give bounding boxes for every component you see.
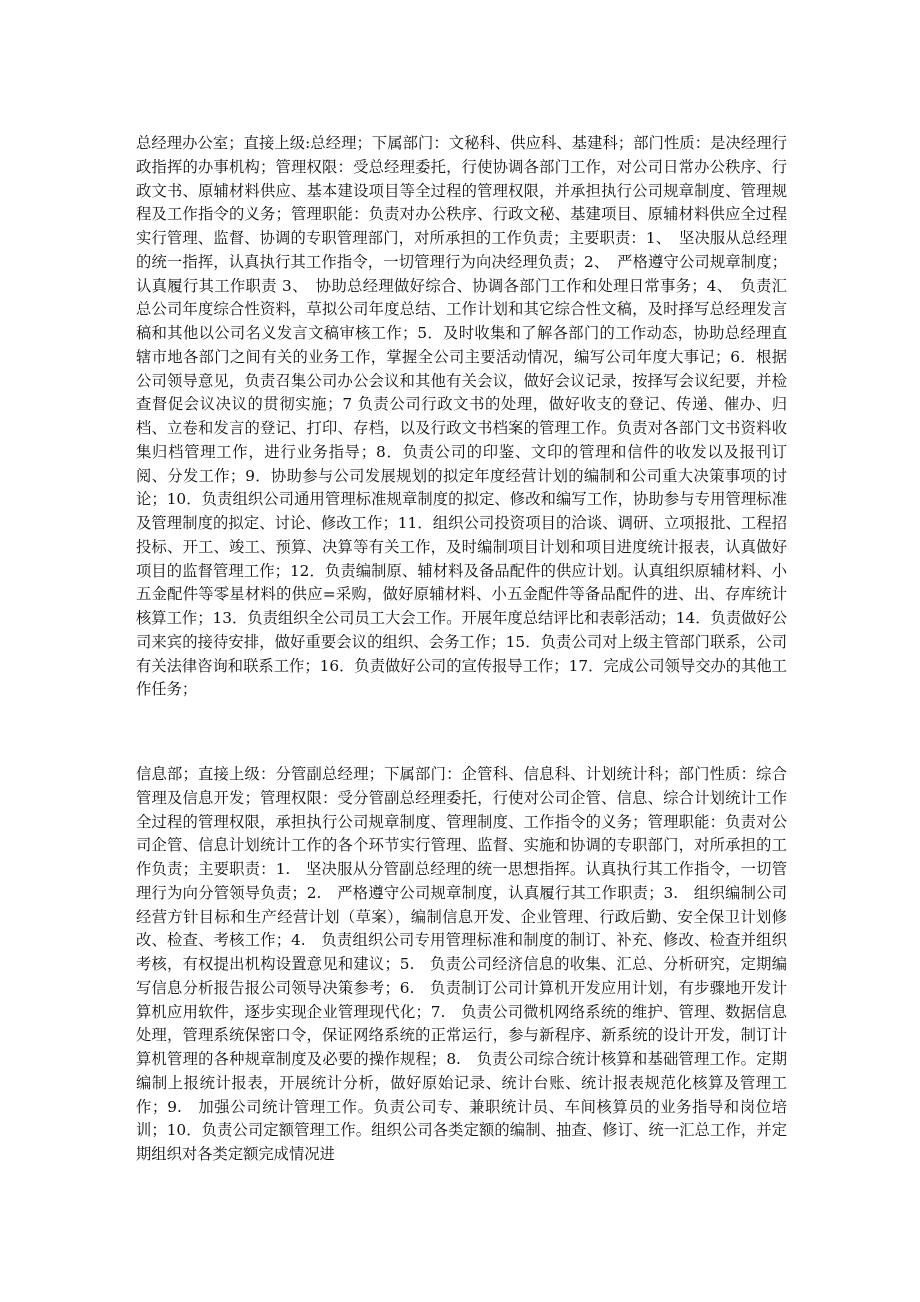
section-general-manager-office: 总经理办公室；直接上级:总经理；下属部门：文秘科、供应科、基建科；部门性质：是决经理行政指挥的办事机构；管理权限：受总经理委托，行使协调各部门工作，对公司日常办公秩序、行政文书、原辅材料供应、基本建设项目等全过程的管理权限，并承担执行公司规章制度、管理规程及工作指令的义务；管理职能：负责对办公秩序、行政文秘、基建项目、原辅材料供应全过程实行管理、监督、协调的专职管理部门，对所承担的工作负责；主要职责：1、 坚决服从总经理的统一指挥，认真执行其工作指令，一切管理行为向决经理负责；2、 严格遵守公司规章制度；认真履行其工作职责 3、 协助总经理做好综合、协调各部门工作和处理日常事务；4、 负责汇总公司年度综合性资料，草拟公司年度总结、工作计划和其它综合性文稿，及时择写总经理发言稿和其他以公司名义发言文稿审核工作；5．及时收集和了解各部门的工作动态，协助总经理直辖市地各部门之间有关的业务工作，掌握全公司主要活动情况，编写公司年度大事记；6．根据公司领导意见，负责召集公司办公会议和其他有关会议，做好会议记录，按择写会议纪要，并检查督促会议决议的贯彻实施；7 负责公司行政文书的处理，做好收支的登记、传递、催办、归档、立卷和发言的登记、打印、存档，以及行政文书档案的管理工作。负责对各部门文书资料收集归档管理工作，进行业务指导；8．负责公司的印鉴、文印的管理和信件的收发以及报刊订阅、分发工作；9．协助参与公司发展规划的拟定年度经营计划的编制和公司重大决策事项的讨论；10．负责组织公司通用管理标准规章制度的拟定、修改和编写工作，协助参与专用管理标准及管理制度的拟定、讨论、修改工作；11．组织公司投资项目的洽谈、调研、立项报批、工程招投标、开工、竣工、预算、决算等有关工作，及时编制项目计划和项目进度统计报表，认真做好项目的监督管理工作；12．负责编制原、辅材料及备品配件的供应计划。认真组织原辅材料、小五金配件等零星材料的供应=采购，做好原辅材料、小五金配件等备品配件的进、出、存库统计核算工作；13．负责组织全公司员工大会工作。开展年度总结评比和表彰活动；14．负责做好公司来宾的接待安排，做好重要会议的组织、会务工作；15．负责公司对上级主管部门联系，公司有关法律咨询和联系工作；16．负责做好公司的宣传报导工作；17．完成公司领导交办的其他工作任务； — [136, 134, 787, 699]
section-information-department: 信息部；直接上级：分管副总经理；下属部门：企管科、信息科、计划统计科；部门性质：综合管理及信息开发；管理权限：受分管副总经理委托，行使对公司企管、信息、综合计划统计工作全过程的管理权限，承担执行公司规章制度、管理制度、工作指令的义务；管理职能：负责对公司企管、信息计划统计工作的各个环节实行管理、监督、实施和协调的专职部门，对所承担的工作负责；主要职责：1. 坚决服从分管副总经理的统一思想指挥。认真执行其工作指令，一切管理行为向分管领导负责；2. 严格遵守公司规章制度，认真履行其工作职责；3. 组织编制公司经营方针目标和生产经营计划（草案），编制信息开发、企业管理、行政后勤、安全保卫计划修改、检查、考核工作；4. 负责组织公司专用管理标准和制度的制订、补充、修改、检查并组织考核，有权提出机构设置意见和建议；5. 负责公司经济信息的收集、汇总、分析研究，定期编写信息分析报告报公司领导决策参考；6. 负责制订公司计算机开发应用计划，有步骤地开发计算机应用软件，逐步实现企业管理现代化；7. 负责公司微机网络系统的维护、管理、数据信息处理，管理系统保密口令，保证网络系统的正常运行，参与新程序、新系统的设计开发，制订计算机管理的各种规章制度及必要的操作规程；8. 负责公司综合统计核算和基础管理工作。定期编制上报统计报表，开展统计分析，做好原始记录、统计台账、统计报表规范化核算及管理工作；9. 加强公司统计管理工作。负责公司专、兼职统计员、车间核算员的业务指导和岗位培训；10．负责公司定额管理工作。组织公司各类定额的编制、抽查、修订、统一汇总工作，并定期组织对各类定额完成情况进 — [136, 765, 787, 1163]
